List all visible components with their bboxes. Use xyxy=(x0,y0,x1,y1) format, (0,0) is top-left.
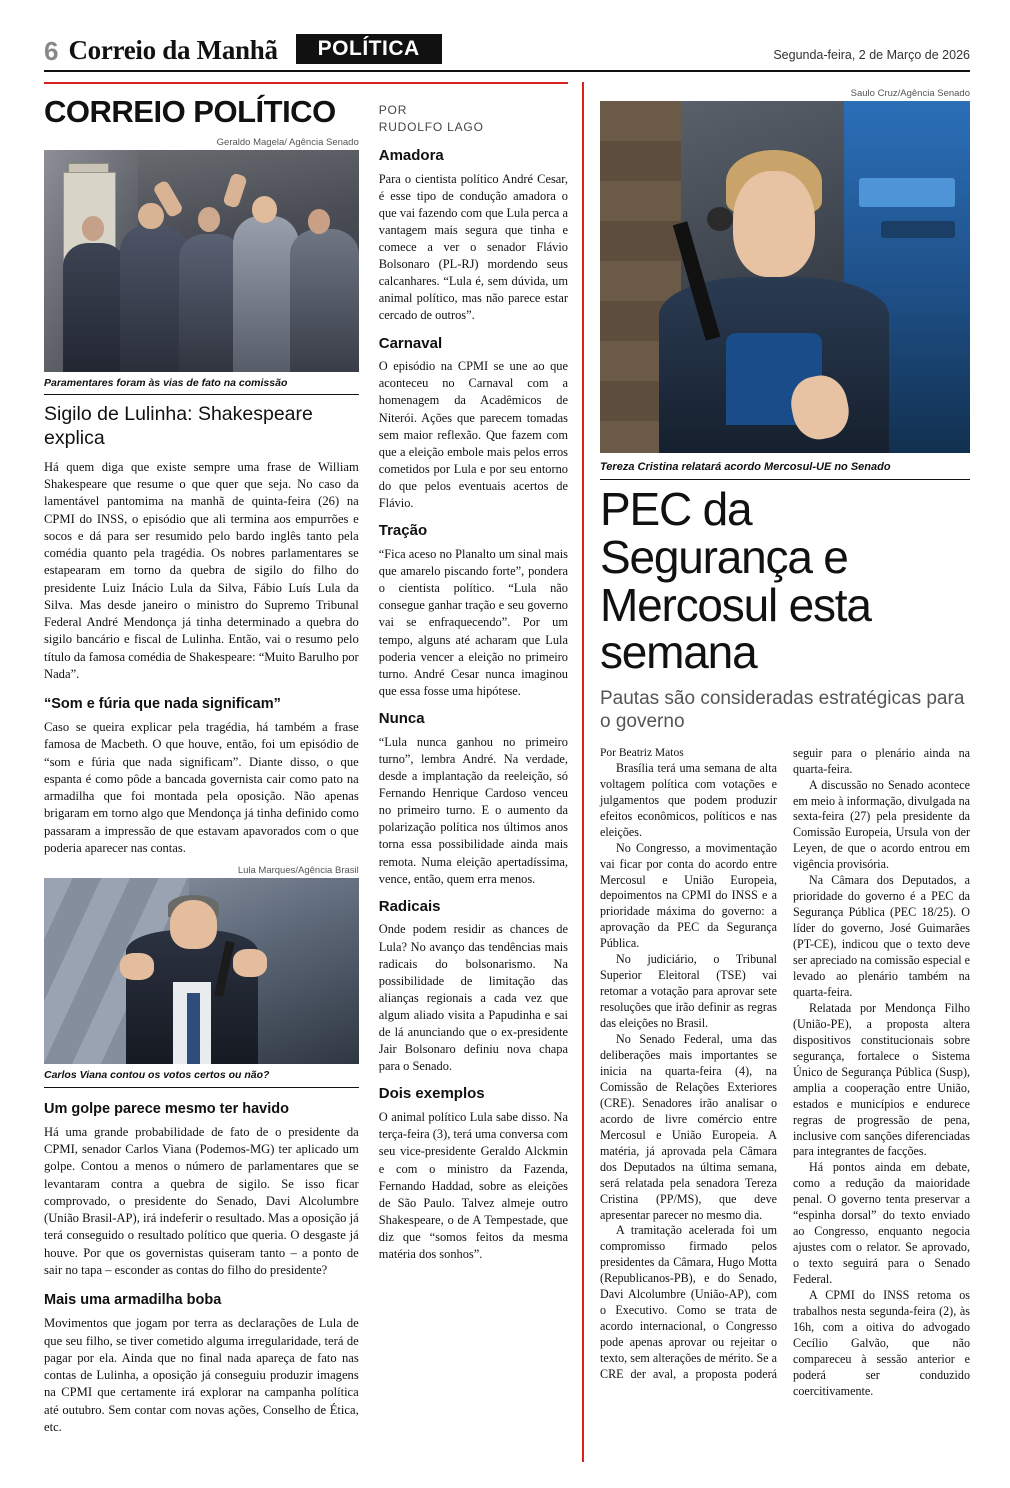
brief-text: O animal político Lula sabe disso. Na terça-feira (3), terá uma conversa com seu vice-presidente Geraldo Alckmin e com o ministro da Fazenda, Fernando Haddad, sobre as eleições de São Paulo. Talvez almeje outro Shakespeare, o de A Tempestade, que diz que “somos feitos da mesma matéria dos sonhos”. xyxy=(378,1110,568,1262)
section-tag: POLÍTICA xyxy=(296,34,442,64)
brief-text: O episódio na CPMI se une ao que aconteceu no Carnaval com a homenagem da Acadêmicos de Niterói. Ações que parecem tomadas sem maior reflexão. Que fazem com que a eleição embole mais pelos erros cometidos por Lula e por seu entorno do que pelos eventuais acertos de Flávio. xyxy=(378,359,568,511)
main-deck: Pautas são consideradas estratégicas para o governo xyxy=(600,688,965,733)
article-paragraph: Na Câmara dos Deputados, a prioridade do governo é a PEC da Segurança Pública (PEC 18/25). O líder do governo, José Guimarães (PT-CE), indicou que o texto deve ser apreciado na comissão especial e levado ao plenário também na quarta-feira. xyxy=(793,873,970,999)
brief-text: “Fica aceso no Planalto um sinal mais que amarelo piscando forte”, pondera o cientista político. “Lula não consegue ganhar tração e seu governo vai se enfraquecendo”. Por um tempo, alguns até acharam que Lula poderia vencer a eleição no primeiro turno. André Cesar nunca imaginou que essa fosse uma hipótese. xyxy=(378,547,568,698)
brief-title: Radicais xyxy=(378,897,441,915)
photo2-credit: Lula Marques/Agência Brasil xyxy=(237,865,359,877)
brief-title: Nunca xyxy=(378,709,425,727)
left-paragraph: Há quem diga que existe sempre uma frase de William Shakespeare que resume o que quer que seja. No caso da lamentável pantomima na manhã de quinta-feira (26) na CPMI do INSS, o episódio que ali termina aos empurrões e socos e dá para ser resumido pelo bardo inglês tanto pela comédia quanto pela tragédia. Os nobres parlamentares se estapearam em torno da quebra de sigilo do filho do presidente Luiz Inácio Lula da Silva, Fábio Luís Lula da Silva. Mas desde janeiro o ministro do Supremo Tribunal Federal André Mendonça já tinha determinado a quebra do sigilo bancário e fiscal de Lulinha. Então, vai o resumo pelo título da famosa comédia de Shakespeare: “Muito Barulho por Nada”. xyxy=(44,459,359,681)
brief-title: Tração xyxy=(378,522,428,540)
article-paragraph: No Senado Federal, uma das deliberações mais importantes se inicia na quarta-feira (4), na Comissão de Relações Exteriores (CRE). Senadores irão analisar o acordo de livre comércio entre Mercosul e União Europeia. A matéria, já aprovada pela Câmara dos Deputados na última semana, será relatada pela senadora Tereza Cristina (PP/MS), que deve apresentar parecer no mesmo dia. xyxy=(600,1032,777,1222)
brief-text: Para o cientista político André Cesar, é esse tipo de condução amadora o que vai fazendo com que Lula perca a vantagem mais segura que tinha e comece a ver o senador Flávio Bolsonaro (PL-RJ) mordendo seus calcanhares. “Lula é, sem dúvida, um animal político, mas não parece estar cercado de outros”. xyxy=(378,171,568,323)
article-paragraph: No judiciário, o Tribunal Superior Eleitoral (TSE) vai retomar a votação para aprovar sete resoluções que irão definir as regras das eleições no Brasil. xyxy=(600,952,777,1031)
left-paragraph: Movimentos que jogam por terra as declarações de Lula de que seu filho, se tiver cometido alguma irregularidade, terá de pagar por ela. Ainda que no final nada apareça de fato nas contas de Lulinha, a oposição já conseguiu produzir imagens na CPMI que certamente irá explorar na campanha política até outubro. Sem contar com novas ações, Conselho de Ética, etc. xyxy=(44,1316,359,1434)
brief-title: Amadora xyxy=(378,146,444,164)
page-number: 6 xyxy=(44,36,59,66)
photo1-credit: Geraldo Magela/ Agência Senado xyxy=(216,136,359,148)
article-paragraph: No Congresso, a movimentação vai ficar por conta do acordo entre Mercosul e União Europeia, depoimentos na CPMI do INSS e a prioridade máxima do governo: a aprovação da PEC da Segurança Pública. xyxy=(600,840,777,951)
issue-date: Segunda-feira, 2 de Março de 2026 xyxy=(773,48,970,62)
page-content xyxy=(44,82,970,1462)
left-subhead-1: “Som e fúria que nada significam” xyxy=(44,696,281,712)
column-brand-title: CORREIO POLÍTICO xyxy=(44,94,336,129)
article-paragraph: Há pontos ainda em debate, como a redução da maioridade penal. O governo tenta preservar a “espinha dorsal” do texto enviado ao Congresso, enquanto negocia ajustes com o relator. Se aprovado, o texto seguirá para o Senado Federal. xyxy=(793,1160,970,1287)
main-article-body xyxy=(600,746,970,1400)
article-paragraph: A CPMI do INSS retoma os trabalhos nesta segunda-feira (2), às 16h, com a oitiva do advogado Cecílio Galvão, que não compareceu à sessão anterior e poderá ser conduzido coercitivamente. xyxy=(793,1288,970,1398)
brief-text: Onde podem residir as chances de Lula? No avanço das tendências mais radicais do bolsonarismo. Na possibilidade de limitação das alianças regionais a cada vez que algum aliado visita a Papudinha e sai de lá anunciando que o ex-presidente Jair Bolsonaro definiu nova chapa para o Senado. xyxy=(378,922,568,1074)
byline-kicker: POR xyxy=(378,103,408,117)
byline xyxy=(379,92,568,137)
left-headline: Sigilo de Lulinha: Shakespeare explica xyxy=(44,403,313,449)
photo-senator-viana xyxy=(44,878,359,1064)
left-section xyxy=(44,82,584,1462)
main-photo-caption: Tereza Cristina relatará acordo Mercosul-UE no Senado xyxy=(600,455,970,480)
photo-commission-scuffle xyxy=(44,150,359,372)
column-b xyxy=(373,92,568,1444)
photo2-caption: Carlos Viana contou os votos certos ou não? xyxy=(44,1064,359,1088)
main-photo-credit: Saulo Cruz/Agência Senado xyxy=(850,88,970,99)
article-paragraph: A tramitação acelerada foi um compromisso firmado pelos presidentes da Câmara, Hugo Motta (Republicanos-PB), e do Senado, Davi Alcolumbre (União-AP), com o Executivo. Como se trata de acordo internacional, o Congresso pode apenas aprovar ou rejeitar o texto, sem alterações de mérito. Se a CRE der aval, a proposta poderá seguir para o plenário ainda na quarta-feira. xyxy=(600,745,970,1382)
main-headline: PEC da Segurança e Mercosul esta semana xyxy=(600,483,871,679)
column-a xyxy=(44,92,373,1444)
article-paragraph: A discussão no Senado acontece em meio à informação, divulgada na sexta-feira (27) pela presidente da Comissão Europeia, Ursula von der Leyen, de que o acordo entrou em vigência provisória. xyxy=(793,777,970,872)
left-subhead-3: Mais uma armadilha boba xyxy=(44,1292,222,1309)
red-divider xyxy=(44,82,568,84)
article-paragraph: Relatada por Mendonça Filho (União-PE), a proposta altera dispositivos constitucionais sobre segurança, fortalece o Sistema Único de Segurança Pública (Susp), amplia a cooperação entre União, estados e municípios e endurece regras de progressão de pena, inclusive com sanções diferenciadas para integrantes de facções. xyxy=(793,1000,970,1159)
left-subhead-2: Um golpe parece mesmo ter havido xyxy=(44,1100,289,1117)
left-paragraph: Caso se queira explicar pela tragédia, há também a frase famosa de Macbeth. O que houve, então, foi um episódio de “som e fúria que nada significam”. Diante disso, o que espanta é como pôde a bancada governista cair como pato na armadilha que foi montada pela oposição. Não apenas brigaram em torno algo que Mendonça já tinha definido como passaram a impressão de que estavam apavorados com o que poderia aparecer nas contas. xyxy=(44,720,359,855)
main-photo-wrapper xyxy=(600,101,970,453)
left-paragraph: Há uma grande probabilidade de fato de o presidente da CPMI, senador Carlos Viana (Podemos-MG) ter aplicado um golpe. Contou a menos o número de parlamentares que se levantaram contra a quebra de sigilo. Se isso ficar comprovado, o presidente do Senado, Davi Alcolumbre (União Brasil-AP), irá indeferir o resultado. Mas a oposição já terá conseguido o resultado político que queria. O desgaste já houve. Por que os governistas quiseram tanto – a ponto de sair no tapa – esconder as contas do filho do presidente? xyxy=(44,1124,359,1277)
paper-name: Correio da Manhã xyxy=(68,35,278,65)
byline-author: RUDOLFO LAGO xyxy=(378,120,484,135)
masthead xyxy=(44,28,970,72)
article-author: Por Beatriz Matos xyxy=(600,746,684,759)
brief-title: Carnaval xyxy=(378,334,443,352)
article-paragraph: Brasília terá uma semana de alta voltagem política com votações e julgamentos que podem produzir efeitos econômicos, políticos e nas eleições. xyxy=(600,760,777,839)
photo1-caption: Paramentares foram às vias de fato na comissão xyxy=(44,372,359,396)
right-section xyxy=(584,82,970,1462)
photo-tereza-cristina xyxy=(600,101,970,453)
brief-title: Dois exemplos xyxy=(378,1085,485,1103)
brief-text: “Lula nunca ganhou no primeiro turno”, lembra André. Na verdade, desde a implantação da reeleição, só Fernando Henrique Cardoso venceu no primeiro turno. E o aumento da polarização política nos últimos anos torna essa possibilidade ainda mais remota. Numa eleição apertadíssima, vence, então, quem erra menos. xyxy=(378,734,568,886)
